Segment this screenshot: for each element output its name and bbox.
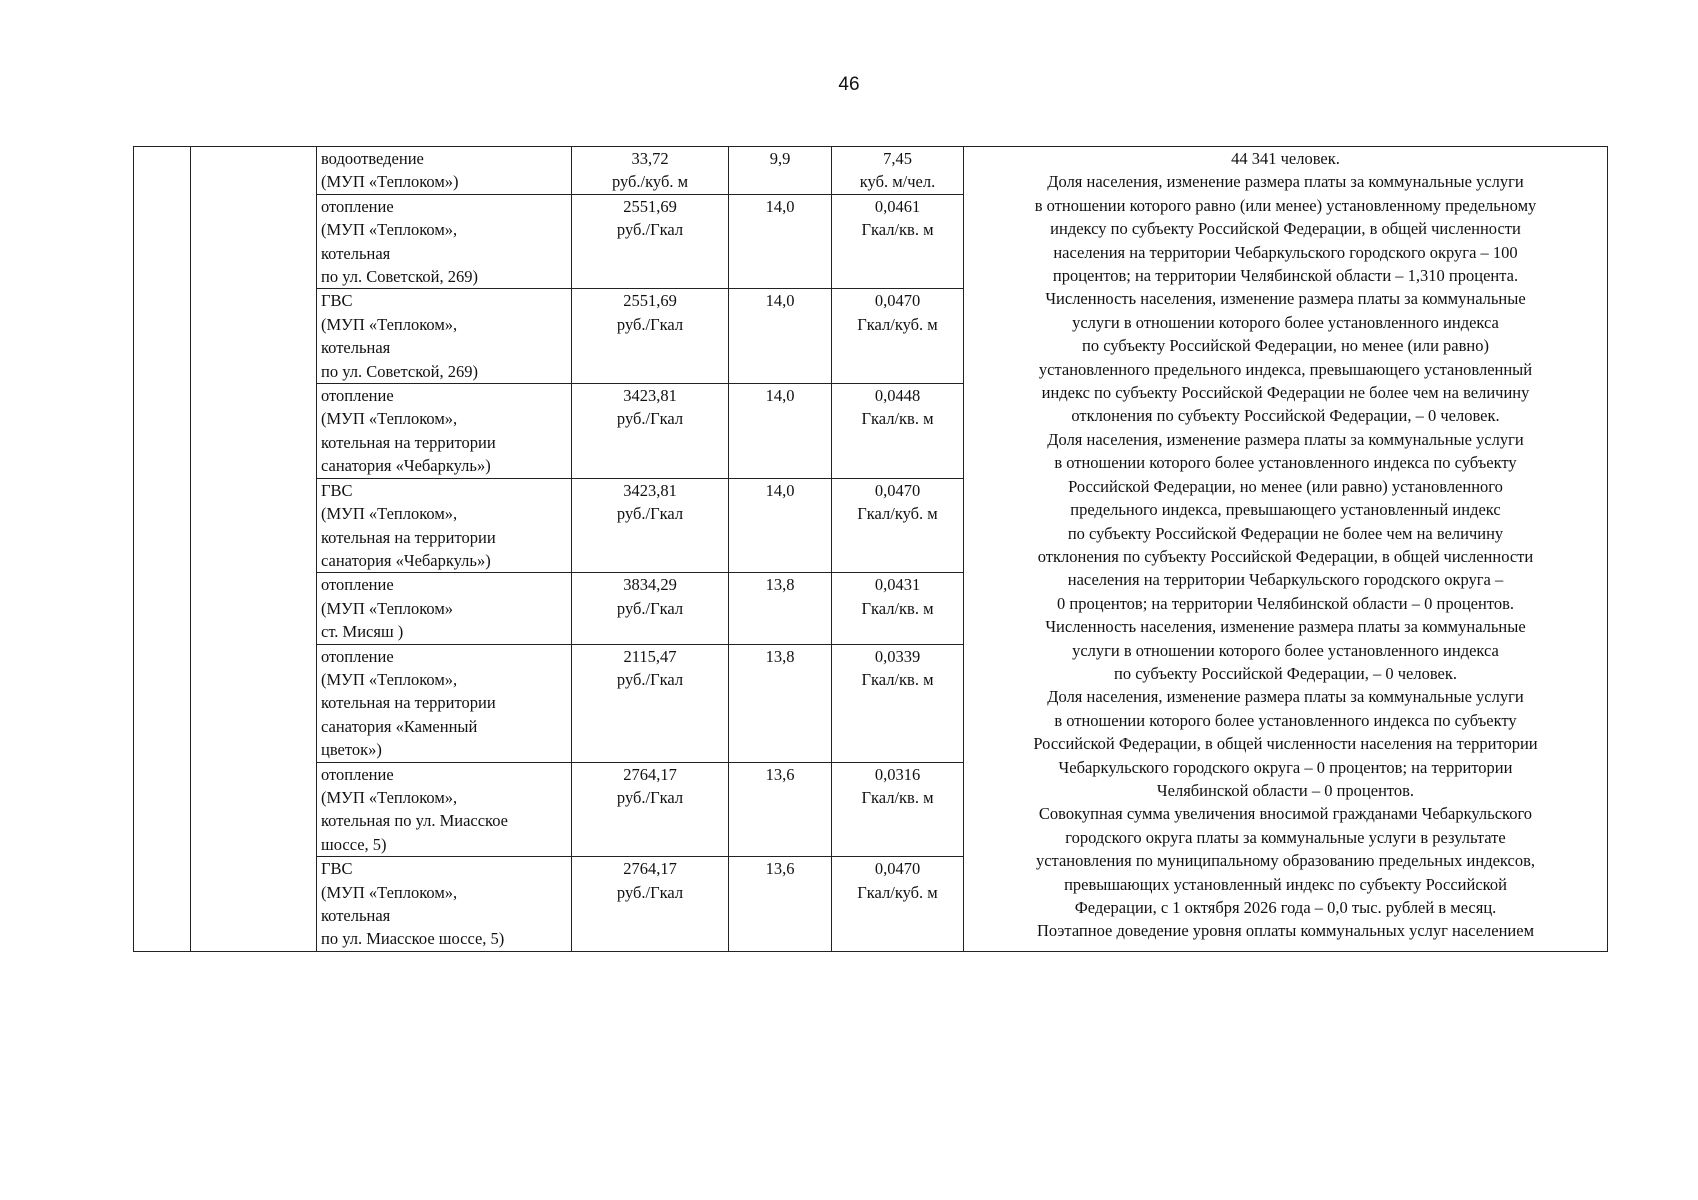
index-value: 14,0 [765, 480, 795, 500]
tariff-unit: руб./Гкал [616, 409, 684, 429]
index-value: 9,9 [769, 149, 791, 168]
volume-value: 0,0470 [874, 859, 921, 879]
description-line: в отношении которого более установленного индекса по субъекту [1054, 710, 1517, 730]
index-cell [729, 289, 832, 384]
index-cell [729, 573, 832, 644]
tariff-cell [572, 147, 729, 195]
tariff-cell [572, 762, 729, 857]
volume-unit: Гкал/кв. м [861, 409, 934, 429]
tariff-unit: руб./Гкал [616, 598, 684, 618]
tariff-unit: руб./Гкал [616, 504, 684, 524]
description-line: населения на территории Чебаркульского городского округа – 100 [1053, 242, 1518, 262]
service-line: ГВС [321, 859, 353, 879]
service-line: (МУП «Теплоком», [321, 504, 458, 524]
description-line: отклонения по субъекту Российской Федерации, – 0 человек. [1071, 406, 1500, 426]
index-cell [729, 147, 832, 195]
volume-unit: Гкал/кв. м [861, 220, 934, 240]
service-line: ст. Мисяш ) [321, 622, 404, 642]
volume-value: 7,45 [883, 149, 912, 168]
service-cell [317, 147, 572, 195]
tariff-unit: руб./Гкал [616, 314, 684, 334]
page-number: 46 [838, 74, 860, 95]
tariff-value: 3834,29 [623, 575, 677, 595]
volume-value: 0,0339 [874, 646, 921, 666]
service-line: (МУП «Теплоком», [321, 314, 458, 334]
volume-value: 0,0461 [874, 196, 921, 216]
service-line: санатория «Чебаркуль») [321, 550, 491, 570]
description-line: 44 341 человек. [1231, 149, 1340, 168]
service-line: по ул. Советской, 269) [321, 361, 478, 381]
tariff-value: 2115,47 [623, 646, 677, 666]
description-line: городского округа платы за коммунальные услуги в результате [1065, 827, 1506, 847]
volume-cell [832, 147, 964, 195]
volume-unit: Гкал/кв. м [861, 598, 934, 618]
tariff-cell [572, 478, 729, 573]
service-cell [317, 762, 572, 857]
tariff-cell [572, 194, 729, 289]
tariff-cell [572, 384, 729, 479]
service-line: отопление [321, 764, 394, 784]
volume-cell [832, 762, 964, 857]
description-line: Численность населения, изменение размера платы за коммунальные [1045, 289, 1526, 309]
description-line: 0 процентов; на территории Челябинской области – 0 процентов. [1057, 593, 1514, 613]
volume-unit: Гкал/куб. м [857, 882, 938, 902]
volume-value: 0,0431 [874, 575, 921, 595]
service-line: по ул. Советской, 269) [321, 267, 478, 287]
row-number-cell [134, 147, 191, 952]
description-line: индексу по субъекту Российской Федерации, в общей численности [1050, 219, 1521, 239]
service-line: ГВС [321, 480, 353, 500]
tariff-unit: руб./Гкал [616, 787, 684, 807]
service-line: санатория «Чебаркуль») [321, 456, 491, 476]
service-line: (МУП «Теплоком» [321, 598, 454, 618]
index-value: 13,6 [765, 764, 795, 784]
description-line: Доля населения, изменение размера платы за коммунальные услуги [1047, 429, 1524, 449]
service-line: по ул. Миасское шоссе, 5) [321, 929, 505, 949]
volume-value: 0,0470 [874, 291, 921, 311]
tariff-unit: руб./куб. м [611, 172, 689, 192]
description-line: услуги в отношении которого более установленного индекса [1072, 640, 1499, 660]
description-line: Поэтапное доведение уровня оплаты коммунальных услуг населением [1036, 921, 1535, 941]
tariff-value: 2764,17 [623, 859, 677, 879]
volume-cell [832, 478, 964, 573]
description-cell [964, 147, 1608, 952]
volume-cell [832, 644, 964, 762]
tariff-value: 2764,17 [623, 764, 677, 784]
description-line: по субъекту Российской Федерации, но менее (или равно) [1082, 336, 1489, 356]
service-line: водоотведение [321, 149, 424, 168]
service-line: (МУП «Теплоком», [321, 409, 458, 429]
table-row [134, 147, 1608, 195]
tariff-value: 2551,69 [623, 196, 677, 216]
volume-cell [832, 194, 964, 289]
service-line: котельная на территории [321, 527, 496, 547]
description-line: в отношении которого равно (или менее) установленному предельному [1034, 195, 1537, 215]
description-line: установленного предельного индекса, превышающего установленный [1038, 359, 1533, 379]
index-cell [729, 644, 832, 762]
service-line: санатория «Каменный [321, 716, 478, 736]
service-line: (МУП «Теплоком», [321, 669, 458, 689]
index-value: 14,0 [765, 291, 795, 311]
description-line: Совокупная сумма увеличения вносимой гражданами Чебаркульского [1038, 804, 1533, 824]
index-cell [729, 857, 832, 952]
service-line: отопление [321, 386, 394, 406]
volume-unit: Гкал/кв. м [861, 787, 934, 807]
volume-unit: куб. м/чел. [859, 172, 936, 192]
description-line: в отношении которого более установленного индекса по субъекту [1054, 453, 1517, 473]
description-line: по субъекту Российской Федерации, – 0 человек. [1114, 663, 1457, 683]
service-cell [317, 644, 572, 762]
service-line: котельная на территории [321, 693, 496, 713]
volume-unit: Гкал/куб. м [857, 314, 938, 334]
description-line: отклонения по субъекту Российской Федерации, в общей численности [1037, 546, 1534, 566]
index-value: 13,6 [765, 859, 795, 879]
service-cell [317, 384, 572, 479]
service-cell [317, 194, 572, 289]
tariff-cell [572, 857, 729, 952]
description-line: предельного индекса, превышающего установленный индекс [1070, 500, 1501, 520]
description-line: по субъекту Российской Федерации не более чем на величину [1067, 523, 1504, 543]
tariff-cell [572, 289, 729, 384]
description-line: Федерации, с 1 октября 2026 года – 0,0 тыс. рублей в месяц. [1074, 898, 1497, 917]
index-cell [729, 478, 832, 573]
service-line: цветок») [321, 740, 382, 760]
index-cell [729, 384, 832, 479]
tariff-value: 3423,81 [623, 386, 677, 406]
service-cell [317, 478, 572, 573]
tariff-unit: руб./Гкал [616, 220, 684, 240]
description-line: услуги в отношении которого более установленного индекса [1072, 312, 1499, 332]
description-line: Челябинской области – 0 процентов. [1156, 780, 1415, 800]
service-line: отопление [321, 196, 394, 216]
service-line: котельная по ул. Миасское [321, 811, 509, 831]
description-line: превышающих установленный индекс по субъекту Российской [1064, 874, 1507, 894]
service-line: отопление [321, 575, 394, 595]
tariff-unit: руб./Гкал [616, 882, 684, 902]
index-value: 14,0 [765, 386, 795, 406]
tariff-value: 2551,69 [623, 291, 677, 311]
description-line: населения на территории Чебаркульского городского округа – [1067, 570, 1504, 590]
volume-unit: Гкал/кв. м [861, 669, 934, 689]
description-line: Российской Федерации, но менее (или равно) установленного [1068, 476, 1503, 496]
volume-cell [832, 573, 964, 644]
volume-value: 0,0448 [874, 386, 921, 406]
service-line: шоссе, 5) [321, 834, 387, 854]
volume-unit: Гкал/куб. м [857, 504, 938, 524]
volume-value: 0,0316 [874, 764, 921, 784]
index-value: 13,8 [765, 646, 795, 666]
description-line: индекс по субъекту Российской Федерации не более чем на величину [1041, 383, 1530, 403]
volume-cell [832, 289, 964, 384]
tariff-value: 33,72 [631, 149, 669, 168]
tariff-table [133, 146, 1608, 952]
tariff-unit: руб./Гкал [616, 669, 684, 689]
tariff-value: 3423,81 [623, 480, 677, 500]
service-cell [317, 857, 572, 952]
service-line: котельная [321, 906, 391, 925]
service-line: котельная [321, 243, 391, 263]
index-value: 14,0 [765, 196, 795, 216]
description-line: установления по муниципальному образованию предельных индексов, [1035, 851, 1536, 871]
service-line: котельная [321, 338, 391, 358]
service-line: отопление [321, 646, 394, 666]
description-line: Доля населения, изменение размера платы за коммунальные услуги [1047, 687, 1524, 707]
volume-cell [832, 857, 964, 952]
description-line: Доля населения, изменение размера платы за коммунальные услуги [1047, 172, 1524, 192]
service-line: ГВС [321, 291, 353, 311]
index-cell [729, 194, 832, 289]
volume-value: 0,0470 [874, 480, 921, 500]
tariff-cell [572, 644, 729, 762]
service-line: (МУП «Теплоком») [321, 172, 459, 192]
description-line: Чебаркульского городского округа – 0 процентов; на территории [1058, 757, 1513, 777]
municipality-cell [191, 147, 317, 952]
description-line: процентов; на территории Челябинской области – 1,310 процента. [1052, 266, 1519, 286]
service-line: (МУП «Теплоком», [321, 882, 458, 902]
service-line: котельная на территории [321, 432, 496, 452]
service-line: (МУП «Теплоком», [321, 220, 458, 240]
volume-cell [832, 384, 964, 479]
service-cell [317, 289, 572, 384]
tariff-cell [572, 573, 729, 644]
description-line: Численность населения, изменение размера платы за коммунальные [1045, 617, 1526, 637]
description-line: Российской Федерации, в общей численности населения на территории [1033, 734, 1538, 754]
service-line: (МУП «Теплоком», [321, 787, 458, 807]
index-value: 13,8 [765, 575, 795, 595]
index-cell [729, 762, 832, 857]
service-cell [317, 573, 572, 644]
table-body [134, 147, 1608, 952]
